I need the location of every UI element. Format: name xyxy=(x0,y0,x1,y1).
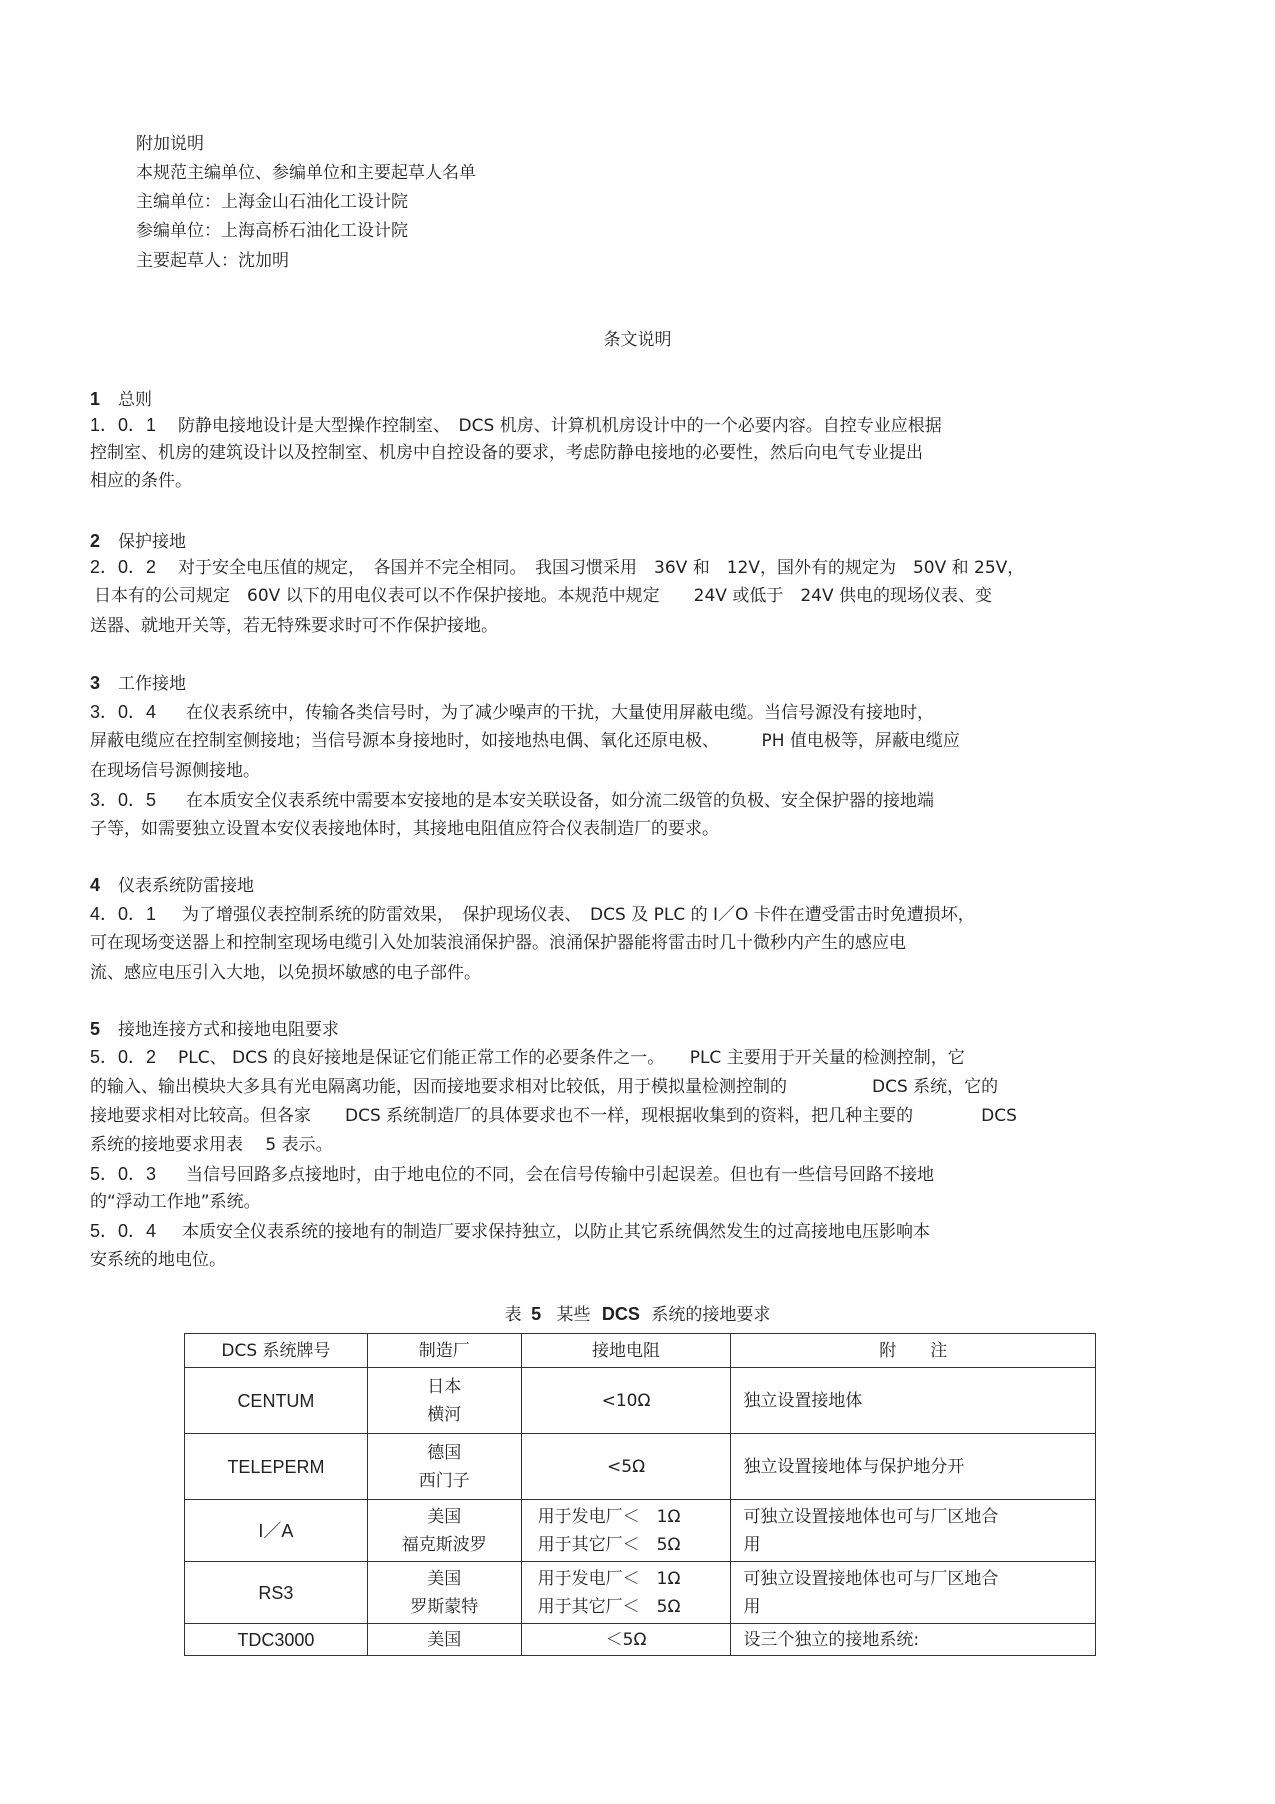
brand-cell: TDC3000 xyxy=(185,1624,368,1656)
clause-number: 5．0．2 xyxy=(90,1047,157,1067)
header-cell: DCS 系统牌号 xyxy=(185,1334,368,1368)
brand-cell: RS3 xyxy=(185,1562,368,1624)
co-unit: 参编单位：上海高桥石油化工设计院 xyxy=(136,221,408,241)
paragraph-line: 子等，如需要独立设置本安仪表接地体时，其接地电阻值应符合仪表制造厂的要求。 xyxy=(90,819,719,839)
section-number: 3 xyxy=(90,673,101,693)
note-cell xyxy=(731,1500,1096,1562)
table-header-row xyxy=(185,1334,1096,1368)
resistance-cell xyxy=(521,1500,731,1562)
resistance-cell: ＜5Ω xyxy=(521,1624,731,1656)
clause-5-0-2 xyxy=(90,1046,965,1069)
clause-3-0-4 xyxy=(90,701,934,724)
clause-text: PLC、 DCS 的良好接地是保证它们能正常工作的必要条件之一。 PLC 主要用于开关量的检测控制，它 xyxy=(178,1048,965,1068)
note-line: 用 xyxy=(743,1596,761,1617)
clause-2-0-2 xyxy=(90,556,1024,579)
resistance-cell xyxy=(521,1562,731,1624)
maker-cell xyxy=(367,1434,521,1500)
appendix-title: 附加说明 xyxy=(136,134,204,154)
paragraph-line: 屏蔽电缆应在控制室侧接地；当信号源本身接地时，如接地热电偶、氧化还原电极、 PH 值电极等，屏蔽电缆应 xyxy=(90,731,960,751)
clause-number: 3．0．5 xyxy=(90,790,157,810)
maker-country: 美国 xyxy=(427,1568,462,1589)
table-row xyxy=(185,1434,1096,1500)
note-cell: 独立设置接地体与保护地分开 xyxy=(731,1434,1096,1500)
maker-name: 西门子 xyxy=(418,1470,470,1491)
section-title: 接地连接方式和接地电阻要求 xyxy=(118,1020,340,1040)
resistance-cell: <10Ω xyxy=(521,1368,731,1434)
section-title: 总则 xyxy=(118,390,153,410)
clause-number: 1．0．1 xyxy=(90,415,157,435)
maker-name: 福克斯波罗 xyxy=(401,1534,487,1555)
section-3-heading xyxy=(90,672,186,695)
maker-country: 日本 xyxy=(427,1376,462,1397)
resistance-line: 用于其它厂＜ 5Ω xyxy=(537,1534,681,1555)
brand-cell: TELEPERM xyxy=(185,1434,368,1500)
clause-5-0-3 xyxy=(90,1163,934,1186)
section-title: 工作接地 xyxy=(118,674,187,694)
header-cell: 附 注 xyxy=(731,1334,1096,1368)
section-number: 1 xyxy=(90,389,101,409)
paragraph-line: 相应的条件。 xyxy=(90,471,192,491)
section-number: 4 xyxy=(90,875,101,895)
section-number: 2 xyxy=(90,531,101,551)
chief-unit: 主编单位：上海金山石油化工设计院 xyxy=(136,192,408,212)
caption-prefix: 表 xyxy=(504,1305,522,1325)
clause-number: 2．0．2 xyxy=(90,557,157,577)
clause-text: 防静电接地设计是大型操作控制室、 DCS 机房、计算机机房设计中的一个必要内容。自控专业应根据 xyxy=(178,416,942,436)
caption-mid: 某些 xyxy=(556,1305,591,1325)
paragraph-line: 安系统的地电位。 xyxy=(90,1250,226,1270)
maker-cell xyxy=(367,1368,521,1434)
table-row xyxy=(185,1368,1096,1434)
maker-country: 美国 xyxy=(427,1506,462,1527)
caption-dcs: DCS xyxy=(601,1304,640,1324)
appendix-subtitle: 本规范主编单位、参编单位和主要起草人名单 xyxy=(136,163,476,183)
clause-number: 4．0．1 xyxy=(90,904,157,924)
maker-country: 德国 xyxy=(427,1442,462,1463)
maker-cell xyxy=(367,1562,521,1624)
caption-suffix: 系统的接地要求 xyxy=(651,1305,771,1325)
clause-text: 对于安全电压值的规定， 各国并不完全相同。 我国习惯采用 36V 和 12V，国外有的规定为 50V 和 25V， xyxy=(178,558,1025,578)
clause-3-0-5 xyxy=(90,789,934,812)
clause-text: 当信号回路多点接地时，由于地电位的不同，会在信号传输中引起误差。但也有一些信号回路不接地 xyxy=(186,1165,935,1185)
resistance-line: 用于发电厂＜ 1Ω xyxy=(537,1568,681,1589)
note-cell: 独立设置接地体 xyxy=(731,1368,1096,1434)
clause-5-0-4 xyxy=(90,1220,930,1243)
clause-1-0-1 xyxy=(90,414,942,437)
paragraph-line: 系统的接地要求用表 5 表示。 xyxy=(90,1135,333,1155)
paragraph-line: 日本有的公司规定 60V 以下的用电仪表可以不作保护接地。本规范中规定 24V 或低于 24V 供电的现场仪表、变 xyxy=(94,586,992,606)
clause-number: 5．0．4 xyxy=(90,1221,157,1241)
note-cell xyxy=(731,1562,1096,1624)
resistance-line: 用于发电厂＜ 1Ω xyxy=(537,1506,681,1527)
clause-number: 3．0．4 xyxy=(90,702,157,722)
clause-text: 在仪表系统中，传输各类信号时，为了减少噪声的干扰，大量使用屏蔽电缆。当信号源没有接地时， xyxy=(186,703,935,723)
resistance-cell: <5Ω xyxy=(521,1434,731,1500)
section-4-heading xyxy=(90,874,254,897)
caption-number: 5 xyxy=(531,1304,542,1324)
maker-name: 罗斯蒙特 xyxy=(410,1596,479,1617)
brand-cell: CENTUM xyxy=(185,1368,368,1434)
note-line: 用 xyxy=(743,1534,761,1555)
section-5-heading xyxy=(90,1018,339,1041)
brand-cell: I／A xyxy=(185,1500,368,1562)
explanation-heading: 条文说明 xyxy=(603,330,672,350)
clause-text: 本质安全仪表系统的接地有的制造厂要求保持独立，以防止其它系统偶然发生的过高接地电压影响本 xyxy=(182,1222,931,1242)
section-1-heading xyxy=(90,388,152,411)
section-number: 5 xyxy=(90,1019,101,1039)
table-row xyxy=(185,1500,1096,1562)
clause-4-0-1 xyxy=(90,903,975,926)
paragraph-line: 的“浮动工作地”系统。 xyxy=(90,1192,261,1212)
paragraph-line: 送器、就地开关等，若无特殊要求时可不作保护接地。 xyxy=(90,616,498,636)
paragraph-line: 接地要求相对比较高。但各家 DCS 系统制造厂的具体要求也不一样，现根据收集到的资料，把几种主要的 DCS xyxy=(90,1106,1017,1126)
paragraph-line: 可在现场变送器上和控制室现场电缆引入处加装浪涌保护器。浪涌保护器能将雷击时几十微秒内产生的感应电 xyxy=(90,933,906,953)
table-caption xyxy=(0,1303,1275,1326)
maker-name: 横河 xyxy=(427,1404,462,1425)
note-line: 可独立设置接地体也可与厂区地合 xyxy=(743,1506,999,1527)
clause-text: 为了增强仪表控制系统的防雷效果， 保护现场仪表、 DCS 及 PLC 的 I／O 卡件在遭受雷击时免遭损坏， xyxy=(182,905,975,925)
note-cell: 设三个独立的接地系统: xyxy=(731,1624,1096,1656)
paragraph-line: 在现场信号源侧接地。 xyxy=(90,761,260,781)
table-row xyxy=(185,1624,1096,1656)
maker-cell xyxy=(367,1500,521,1562)
header-cell: 制造厂 xyxy=(367,1334,521,1368)
paragraph-line: 控制室、机房的建筑设计以及控制室、机房中自控设备的要求，考虑防静电接地的必要性，然后向电气专业提出 xyxy=(90,443,923,463)
header-cell: 接地电阻 xyxy=(521,1334,731,1368)
resistance-line: 用于其它厂＜ 5Ω xyxy=(537,1596,681,1617)
section-2-heading xyxy=(90,530,186,553)
clause-number: 5．0．3 xyxy=(90,1164,157,1184)
maker-cell: 美国 xyxy=(367,1624,521,1656)
dcs-grounding-table xyxy=(184,1333,1096,1656)
section-title: 保护接地 xyxy=(118,532,187,552)
note-line: 可独立设置接地体也可与厂区地合 xyxy=(743,1568,999,1589)
drafter: 主要起草人：沈加明 xyxy=(136,251,289,271)
paragraph-line: 的输入、输出模块大多具有光电隔离功能，因而接地要求相对比较低，用于模拟量检测控制的 DCS 系统，它的 xyxy=(90,1077,999,1097)
paragraph-line: 流、感应电压引入大地，以免损坏敏感的电子部件。 xyxy=(90,963,481,983)
table-row xyxy=(185,1562,1096,1624)
section-title: 仪表系统防雷接地 xyxy=(118,876,255,896)
clause-text: 在本质安全仪表系统中需要本安接地的是本安关联设备，如分流二级管的负极、安全保护器的接地端 xyxy=(186,791,935,811)
